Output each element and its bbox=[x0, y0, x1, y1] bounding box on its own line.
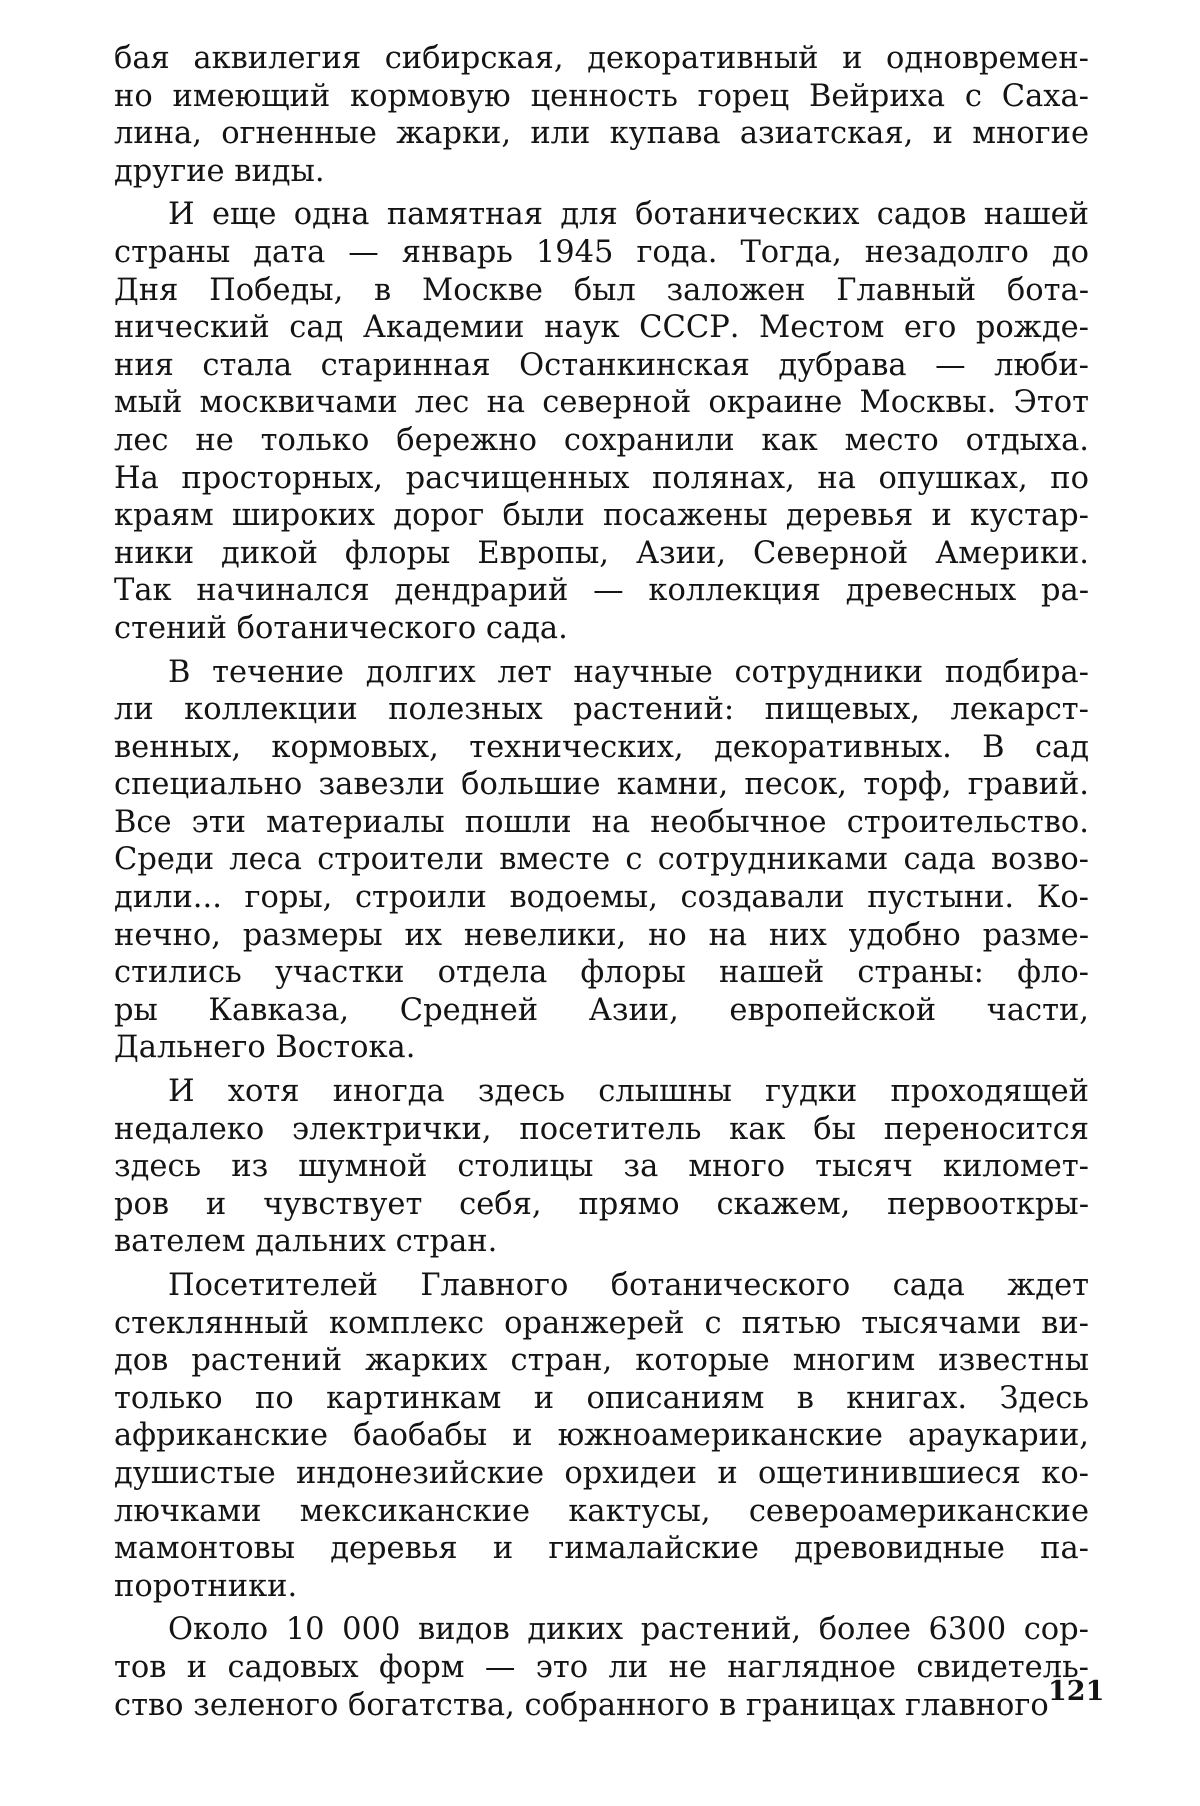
text-line: Среди леса строители вместе с сотрудниками сада возво- bbox=[114, 842, 1089, 878]
text-line: дили... горы, строили водоемы, создавали пустыни. Ко- bbox=[114, 880, 1089, 916]
text-line: ров и чувствует себя, прямо скажем, первооткры- bbox=[114, 1186, 1089, 1222]
text-line: Так начинался дендрарий — коллекция древесных ра- bbox=[114, 573, 1089, 609]
page-number: 121 bbox=[1048, 1676, 1105, 1707]
text-line: здесь из шумной столицы за много тысяч километ- bbox=[114, 1149, 1089, 1185]
text-line: Дальнего Востока. bbox=[114, 1030, 416, 1066]
text-line: ния стала старинная Останкинская дубрава — люби- bbox=[114, 347, 1089, 383]
text-line: африканские баобабы и южноамериканские араукарии, bbox=[114, 1418, 1089, 1454]
text-line: ники дикой флоры Европы, Азии, Северной Америки. bbox=[114, 535, 1089, 571]
text-line: дов растений жарких стран, которые многим известны bbox=[114, 1343, 1089, 1379]
text-line: стений ботанического сада. bbox=[114, 610, 568, 646]
text-line: лес не только бережно сохранили как место отдыха. bbox=[114, 422, 1089, 458]
text-line: специально завезли большие камни, песок, торф, гравий. bbox=[114, 767, 1089, 803]
text-line: тов и садовых форм — это ли не наглядное свидетель- bbox=[114, 1649, 1089, 1685]
text-line: мый москвичами лес на северной окраине Москвы. Этот bbox=[114, 385, 1089, 421]
text-line: Около 10 000 видов диких растений, более 6300 сор- bbox=[168, 1612, 1089, 1648]
text-line: страны дата — январь 1945 года. Тогда, незадолго до bbox=[114, 234, 1089, 270]
paragraph bbox=[114, 40, 1089, 190]
text-line: И еще одна памятная для ботанических садов нашей bbox=[168, 197, 1089, 233]
text-line: только по картинкам и описаниям в книгах. Здесь bbox=[114, 1380, 1089, 1416]
text-line: вателем дальних стран. bbox=[114, 1224, 498, 1260]
text-line: лина, огненные жарки, или купава азиатская, и многие bbox=[114, 116, 1089, 152]
text-line: недалеко электрички, посетитель как бы переносится bbox=[114, 1111, 1089, 1147]
text-line: другие виды. bbox=[114, 153, 325, 189]
paragraph bbox=[114, 1073, 1089, 1261]
text-line: И хотя иногда здесь слышны гудки проходящей bbox=[168, 1074, 1089, 1110]
text-line: стились участки отдела флоры нашей страны: фло- bbox=[114, 955, 1089, 991]
text-line: душистые индонезийские орхидеи и ощетинившиеся ко- bbox=[114, 1455, 1089, 1491]
text-line: поротники. bbox=[114, 1568, 298, 1604]
page-body bbox=[114, 40, 1089, 1730]
paragraph bbox=[114, 1267, 1089, 1605]
text-line: бая аквилегия сибирская, декоративный и одновремен- bbox=[114, 41, 1089, 76]
text-line: краям широких дорог были посажены деревья и кустар- bbox=[114, 498, 1089, 534]
text-line: Дня Победы, в Москве был заложен Главный бота- bbox=[114, 272, 1089, 308]
text-line: В течение долгих лет научные сотрудники подбира- bbox=[168, 654, 1089, 690]
paragraph bbox=[114, 196, 1089, 647]
paragraph bbox=[114, 654, 1089, 1068]
text-line: На просторных, расчищенных полянах, на опушках, по bbox=[114, 460, 1089, 496]
text-line: но имеющий кормовую ценность горец Вейриха с Саха- bbox=[114, 78, 1089, 114]
text-line: Посетителей Главного ботанического сада ждет bbox=[168, 1268, 1089, 1303]
text-line: мамонтовы деревья и гималайские древовидные па- bbox=[114, 1531, 1089, 1567]
text-line: венных, кормовых, технических, декоративных. В сад bbox=[114, 729, 1089, 765]
text-line: Все эти материалы пошли на необычное строительство. bbox=[114, 804, 1089, 840]
text-line: стеклянный комплекс оранжерей с пятью тысячами ви- bbox=[114, 1305, 1089, 1341]
text-line: ли коллекции полезных растений: пищевых, лекарст- bbox=[114, 692, 1089, 728]
text-line: нический сад Академии наук СССР. Местом его рожде- bbox=[114, 310, 1089, 346]
paragraph bbox=[114, 1611, 1089, 1724]
text-line: ство зеленого богатства, собранного в границах главного bbox=[114, 1687, 1049, 1723]
text-line: лючками мексиканские кактусы, североамериканские bbox=[114, 1493, 1089, 1529]
text-line: нечно, размеры их невелики, но на них удобно разме- bbox=[114, 917, 1089, 953]
text-line: ры Кавказа, Средней Азии, европейской части, bbox=[114, 992, 1089, 1028]
